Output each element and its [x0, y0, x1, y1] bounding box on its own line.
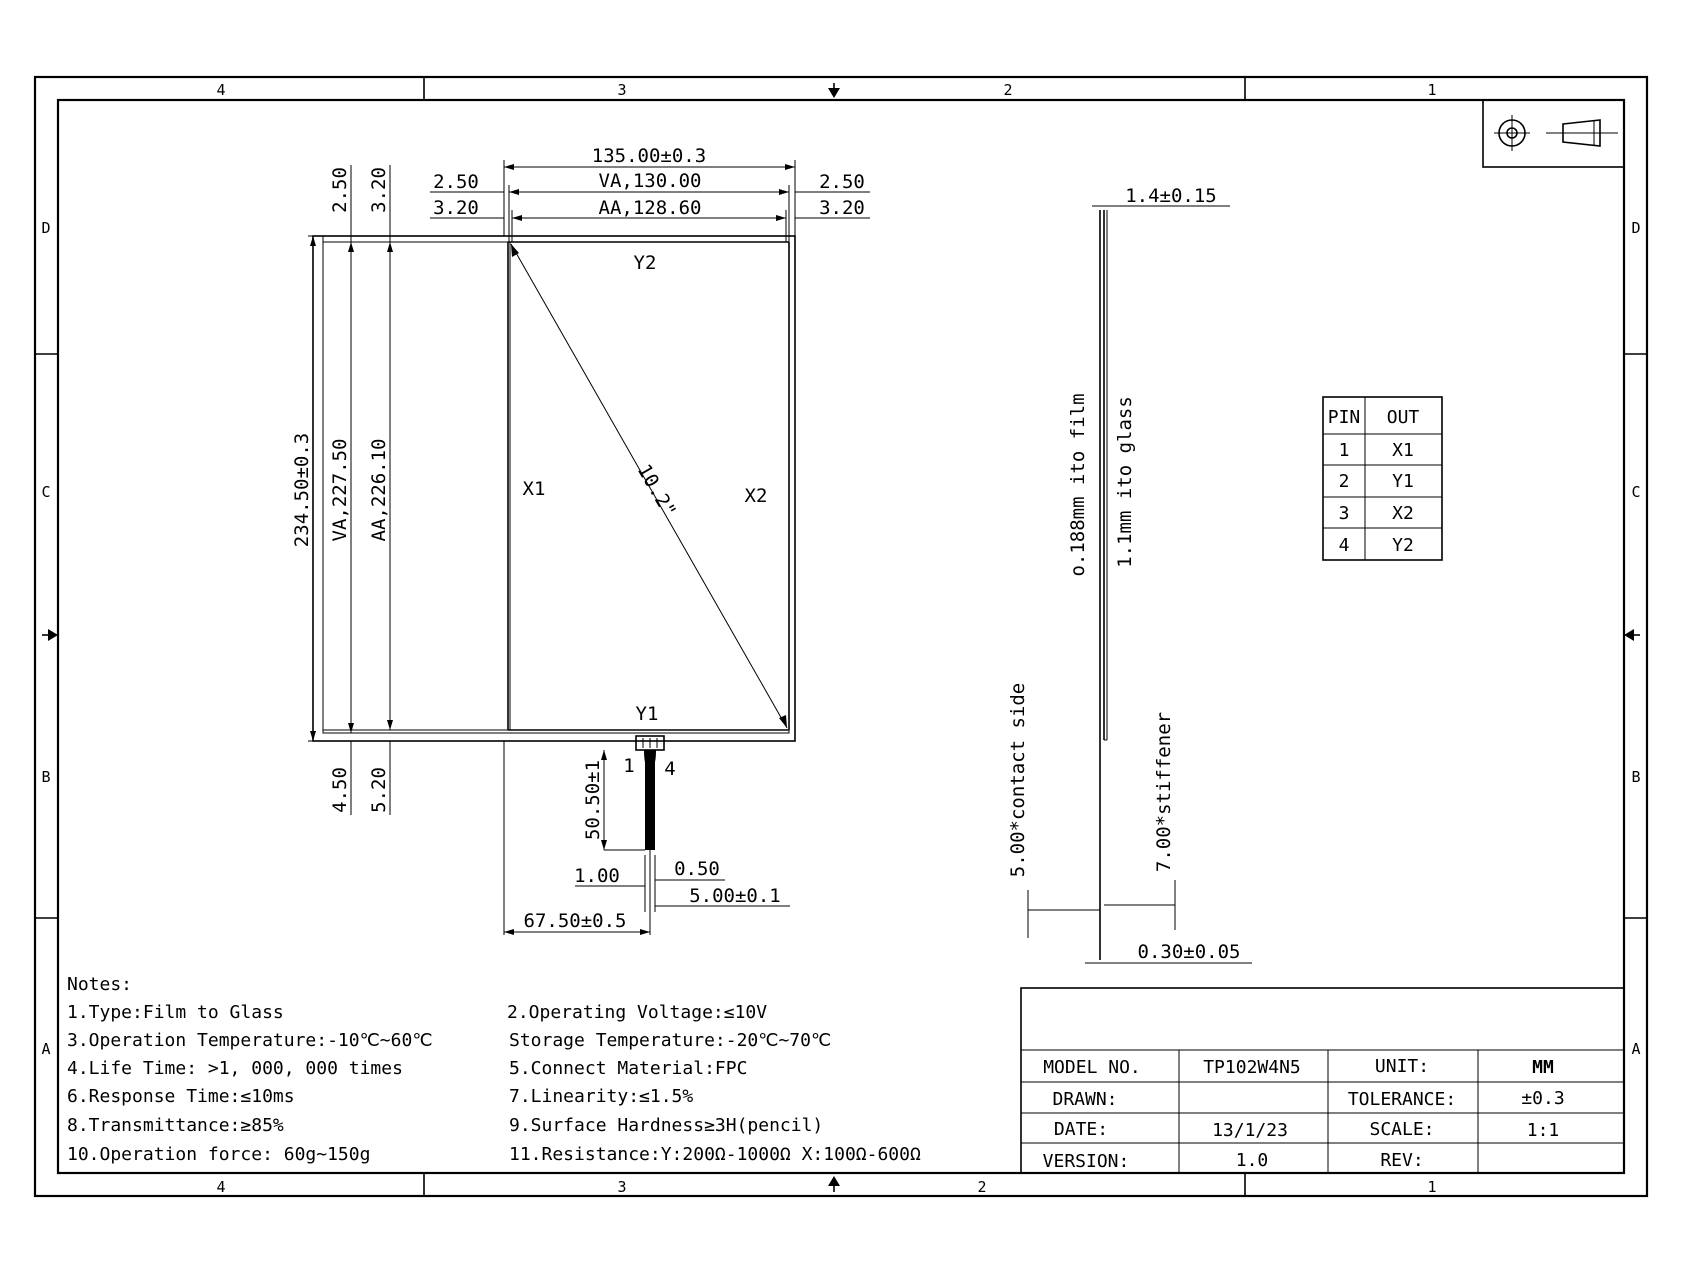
active-area [323, 242, 789, 730]
left-aa-margin-dimension: 3.20 [433, 197, 479, 219]
date-value: 13/1/23 [1212, 1120, 1288, 1141]
note-item: 3.Operation Temperature:-10℃~60℃ [67, 1030, 433, 1051]
zone-row-label: C [1631, 483, 1641, 501]
note-item: 7.Linearity:≤1.5% [509, 1086, 694, 1107]
top-aa-margin-dimension: 3.20 [368, 167, 390, 213]
note-item: 2.Operating Voltage:≤10V [507, 1002, 768, 1023]
left-dimensions [291, 165, 393, 815]
va-height-dimension: VA,227.50 [329, 438, 351, 542]
zone-column-label: 2 [1003, 81, 1013, 99]
tail-length-dimension: 50.50±1 [582, 759, 604, 841]
pin-table-header-pin: PIN [1327, 407, 1361, 428]
zone-row-label: D [41, 219, 51, 237]
tail-width-dimension: 5.00±0.1 [689, 885, 781, 907]
pin-table-cell: 1 [1338, 440, 1350, 461]
electrode-y1-label: Y1 [635, 703, 659, 725]
pin-table-header-out: OUT [1386, 407, 1420, 428]
zone-row-label: B [1631, 768, 1641, 786]
stiffener-dimension: 7.00*stiffener [1153, 711, 1175, 873]
pin-table-cell: Y1 [1392, 471, 1414, 492]
aa-height-dimension: AA,226.10 [368, 438, 390, 542]
note-item: 4.Life Time: >1, 000, 000 times [67, 1058, 403, 1079]
tolerance-value: ±0.3 [1521, 1088, 1565, 1109]
bottom-aa-margin-dimension: 5.20 [368, 767, 390, 813]
zone-row-label: C [41, 483, 51, 501]
unit-label: UNIT: [1374, 1056, 1430, 1077]
diagonal-label: 10.2" [632, 460, 681, 522]
title-block [1021, 988, 1624, 1173]
aa-width-dimension: AA,128.60 [598, 197, 702, 219]
scale-value: 1:1 [1526, 1120, 1560, 1141]
model-no-label: MODEL NO. [1043, 1057, 1141, 1078]
version-value: 1.0 [1235, 1150, 1269, 1171]
contact-side-dimension: 5.00*contact side [1007, 682, 1029, 878]
note-item: 8.Transmittance:≥85% [67, 1115, 284, 1136]
pin-table [1323, 397, 1442, 560]
note-item: 5.Connect Material:FPC [509, 1058, 748, 1079]
note-item: Storage Temperature:-20℃~70℃ [509, 1030, 832, 1051]
left-va-margin-dimension: 2.50 [433, 171, 479, 193]
electrode-x1-label: X1 [522, 478, 546, 500]
tail-pin-first-label: 1 [623, 755, 635, 777]
date-label: DATE: [1053, 1119, 1109, 1140]
center-arrow-icon [828, 1176, 840, 1186]
bottom-va-margin-dimension: 4.50 [329, 767, 351, 813]
pin-table-cell: 4 [1338, 535, 1350, 556]
zone-row-label: B [41, 768, 51, 786]
pin-table-cell: X2 [1392, 503, 1414, 524]
film-layer-label: o.188mm ito film [1067, 393, 1089, 577]
tail-pin-width-dimension: 0.50 [674, 858, 720, 880]
scale-label: SCALE: [1369, 1119, 1435, 1140]
zone-row-label: D [1631, 219, 1641, 237]
note-item: 6.Response Time:≤10ms [67, 1086, 295, 1107]
glass-layer-label: 1.1mm ito glass [1114, 396, 1136, 568]
drawn-label: DRAWN: [1052, 1089, 1118, 1110]
unit-value: MM [1532, 1057, 1554, 1078]
zone-column-label: 4 [216, 1178, 226, 1196]
zone-column-label: 2 [977, 1178, 987, 1196]
tail-pitch-dimension: 1.00 [574, 865, 620, 887]
note-item: 11.Resistance:Y:200Ω-1000Ω X:100Ω-600Ω [509, 1144, 921, 1165]
zone-column-label: 1 [1427, 1178, 1437, 1196]
tail-pin-last-label: 4 [664, 758, 676, 780]
top-va-margin-dimension: 2.50 [329, 167, 351, 213]
zone-labels [41, 81, 1640, 1196]
zone-column-label: 4 [216, 81, 226, 99]
pin-table-cell: X1 [1392, 440, 1414, 461]
overall-width-dimension: 135.00±0.3 [591, 145, 707, 167]
zone-column-label: 3 [617, 81, 627, 99]
va-width-dimension: VA,130.00 [598, 170, 702, 192]
overall-height-dimension: 234.50±0.3 [291, 432, 313, 548]
zone-column-label: 1 [1427, 81, 1437, 99]
note-item: 9.Surface Hardness≥3H(pencil) [509, 1115, 824, 1136]
model-no-value: TP102W4N5 [1203, 1057, 1301, 1078]
total-thickness-dimension: 1.4±0.15 [1125, 185, 1217, 207]
notes [67, 974, 921, 1165]
pin-table-cell: Y2 [1392, 535, 1414, 556]
right-va-margin-dimension: 2.50 [819, 171, 865, 193]
zone-row-label: A [41, 1040, 51, 1058]
tolerance-label: TOLERANCE: [1347, 1089, 1457, 1110]
zone-row-label: A [1631, 1040, 1641, 1058]
zone-column-label: 3 [617, 1178, 627, 1196]
electrode-x2-label: X2 [744, 485, 768, 507]
note-item: 10.Operation force: 60g~150g [67, 1144, 371, 1165]
electrode-y2-label: Y2 [633, 252, 657, 274]
top-dimensions [430, 145, 870, 242]
pin-table-cell: 2 [1338, 471, 1350, 492]
panel-side-view [1007, 185, 1252, 963]
pin-table-cell: 3 [1338, 503, 1350, 524]
right-aa-margin-dimension: 3.20 [819, 197, 865, 219]
version-label: VERSION: [1042, 1151, 1130, 1172]
notes-title: Notes: [67, 974, 133, 995]
rev-label: REV: [1380, 1150, 1424, 1171]
viewing-area [323, 236, 789, 733]
tail-thickness-dimension: 0.30±0.05 [1137, 941, 1241, 963]
drawing-border [35, 77, 1647, 1196]
tail-offset-dimension: 67.50±0.5 [523, 910, 627, 932]
note-item: 1.Type:Film to Glass [67, 1002, 284, 1023]
projection-symbol-icon [1483, 100, 1624, 167]
